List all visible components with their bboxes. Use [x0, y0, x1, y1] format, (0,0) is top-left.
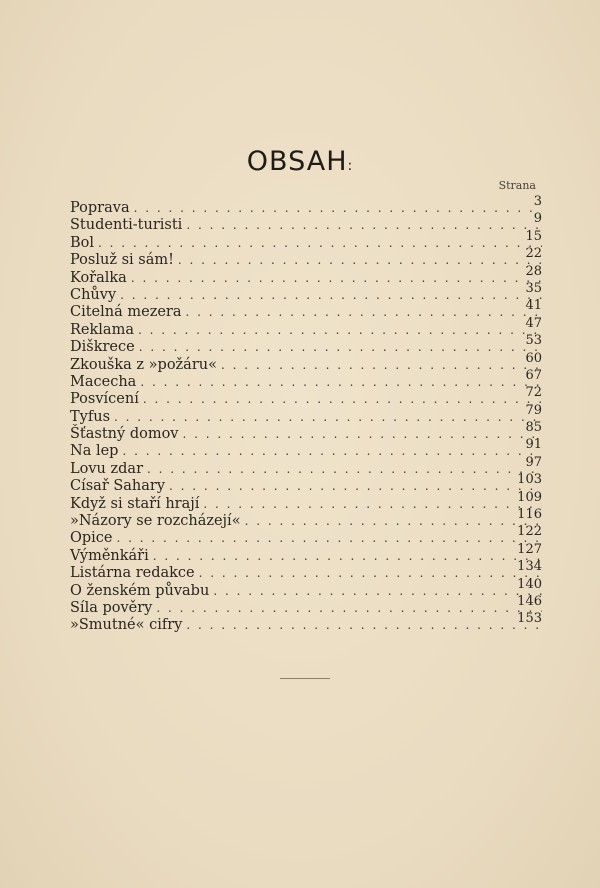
toc-entry[interactable] — [70, 437, 542, 460]
toc-entry[interactable] — [70, 333, 542, 356]
toc-entry[interactable] — [70, 576, 542, 600]
page-column-header: Strana — [498, 179, 536, 192]
toc-entry[interactable] — [70, 420, 542, 443]
dot-leader — [139, 339, 542, 356]
toc-entry-title: Kořalka — [70, 269, 127, 286]
toc-entry[interactable] — [70, 211, 542, 234]
toc-entry-title: Posvícení — [70, 391, 139, 408]
dot-leader — [114, 409, 542, 426]
toc-entry[interactable] — [70, 228, 542, 252]
toc-entry[interactable] — [70, 524, 542, 547]
toc-entry[interactable] — [70, 559, 542, 582]
toc-entry[interactable] — [70, 315, 542, 339]
dot-leader — [140, 374, 542, 391]
toc-entry-title: Šťastný domov — [70, 426, 179, 443]
toc-entry-title: »Smutné« cifry — [70, 617, 183, 634]
dot-leader — [186, 217, 542, 234]
dot-leader — [186, 617, 542, 634]
page-title — [0, 146, 600, 177]
toc-entry[interactable] — [70, 489, 542, 513]
divider — [280, 678, 330, 679]
toc-entry-title: Tyfus — [70, 408, 111, 425]
toc-entry-page-number: 72 — [525, 385, 542, 401]
toc-entry-title: Studenti-turisti — [70, 217, 183, 234]
toc-entry-title: O ženském půvabu — [70, 582, 210, 599]
toc-entry-page-number: 3 — [533, 194, 542, 209]
toc-entry-page-number: 122 — [517, 524, 542, 540]
dot-leader — [186, 304, 543, 321]
toc-entry-title: Poprava — [70, 200, 130, 216]
toc-entry-page-number: 53 — [525, 333, 542, 349]
toc-entry-page-number: 140 — [517, 576, 542, 592]
toc-entry[interactable] — [70, 472, 542, 495]
toc-entry[interactable] — [70, 298, 542, 321]
toc-entry-page-number: 9 — [533, 211, 542, 227]
toc-entry-page-number: 146 — [517, 593, 542, 609]
toc-entry[interactable] — [70, 385, 542, 408]
dot-leader — [199, 565, 542, 582]
dot-leader — [213, 583, 542, 600]
toc-entry-page-number: 28 — [525, 263, 542, 279]
dot-leader — [147, 461, 542, 478]
toc-entry-page-number: 41 — [525, 298, 542, 314]
toc-entry[interactable] — [70, 541, 542, 565]
toc-entry-title: Zkouška z »požáru« — [70, 356, 217, 373]
toc-entry[interactable] — [70, 194, 542, 217]
toc-entry-title: Chůvy — [70, 286, 117, 303]
dot-leader — [169, 478, 542, 495]
toc-entry-title: Citelná mezera — [70, 304, 182, 321]
dot-leader — [221, 357, 542, 374]
toc-entry[interactable] — [70, 246, 542, 269]
toc-entry-title: Když si staří hrají — [70, 495, 200, 512]
toc-entry-title: Posluž si sám! — [70, 252, 174, 269]
toc-entry-page-number: 79 — [525, 402, 542, 418]
toc-entry-title: Lovu zdar — [70, 460, 143, 477]
toc-entry-page-number: 134 — [517, 559, 542, 575]
toc-entry[interactable] — [70, 611, 542, 634]
toc-entry[interactable] — [70, 263, 542, 287]
toc-entry-title: Na lep — [70, 443, 119, 460]
toc-entry-page-number: 85 — [525, 420, 542, 436]
dot-leader — [143, 391, 542, 408]
toc-entry-title: Síla pověry — [70, 599, 153, 616]
dot-leader — [156, 600, 542, 617]
toc-entry-title: Opice — [70, 530, 113, 547]
toc-entry-page-number: 153 — [517, 611, 542, 627]
dot-leader — [153, 548, 542, 565]
toc-entry-title: Macecha — [70, 373, 137, 390]
toc-entry-page-number: 15 — [525, 228, 542, 244]
toc-entry[interactable] — [70, 280, 542, 304]
toc-entry-page-number: 60 — [525, 350, 542, 366]
toc-entry-title: Reklama — [70, 321, 134, 338]
toc-entry-page-number: 109 — [517, 489, 542, 505]
dot-leader — [122, 443, 542, 460]
toc-entry[interactable] — [70, 593, 542, 617]
toc-entry[interactable] — [70, 454, 542, 478]
dot-leader — [183, 426, 543, 443]
toc-entry-title: Listárna redakce — [70, 565, 195, 582]
toc-entry[interactable] — [70, 367, 542, 391]
toc-entry-page-number: 116 — [517, 507, 542, 523]
toc-entry-page-number: 91 — [525, 437, 542, 453]
dot-leader — [245, 513, 542, 530]
dot-leader — [131, 270, 542, 287]
toc-entry-page-number: 127 — [517, 541, 542, 557]
toc-entry-page-number: 97 — [525, 454, 542, 470]
toc-entry[interactable] — [70, 350, 542, 374]
toc-entry-title: Výměnkáři — [70, 547, 149, 564]
toc-entry-title: Bol — [70, 234, 95, 251]
dot-leader — [117, 530, 542, 547]
toc-entry-title: Diškrece — [70, 339, 135, 356]
toc-entry-page-number: 35 — [525, 280, 542, 296]
dot-leader — [138, 322, 542, 339]
table-of-contents — [70, 194, 542, 635]
dot-leader — [178, 252, 542, 269]
toc-entry[interactable] — [70, 402, 542, 426]
toc-entry-page-number: 47 — [525, 315, 542, 331]
toc-entry-page-number: 22 — [525, 246, 542, 262]
dot-leader — [98, 235, 542, 252]
toc-entry-page-number: 67 — [525, 367, 542, 383]
title-text: OBSAH — [246, 146, 348, 177]
toc-entry-title: Císař Sahary — [70, 478, 166, 495]
toc-entry-page-number: 103 — [517, 472, 542, 488]
title-colon: : — [347, 158, 354, 174]
dot-leader — [134, 200, 542, 217]
toc-entry[interactable] — [70, 507, 542, 530]
dot-leader — [203, 496, 542, 513]
toc-entry-title: »Názory se rozcházejí« — [70, 513, 241, 530]
dot-leader — [120, 287, 542, 304]
